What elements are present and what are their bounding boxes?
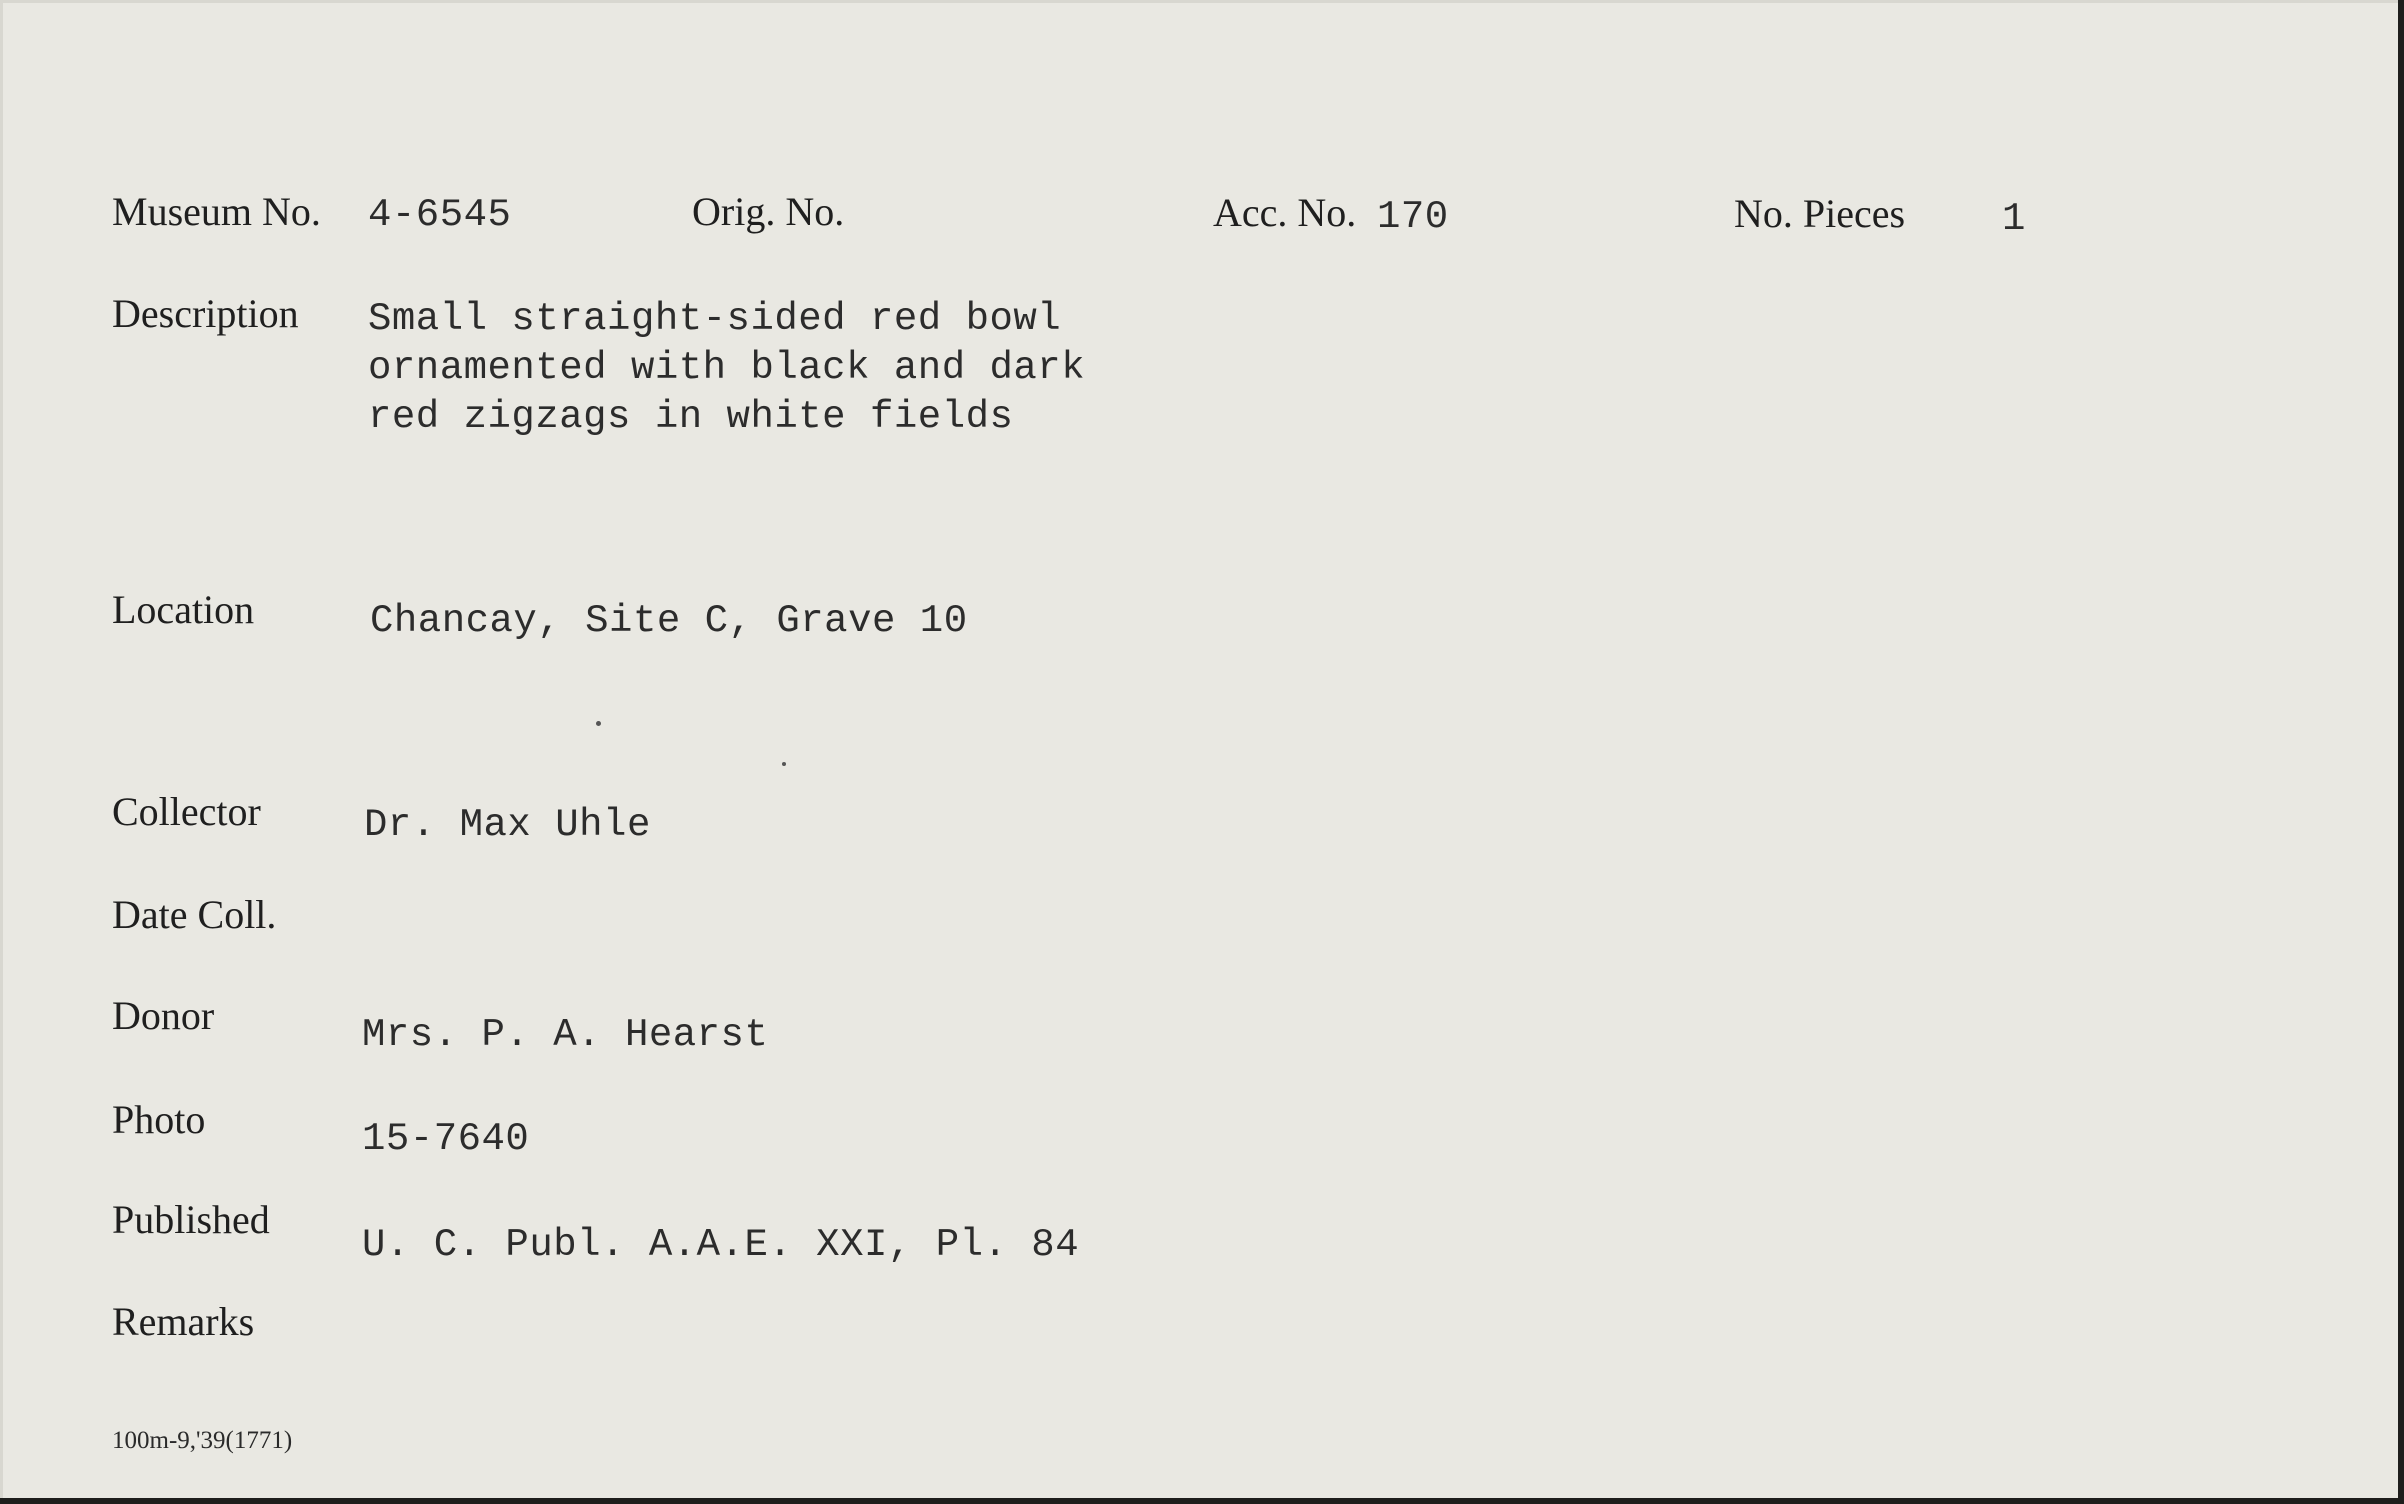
- description-line: red zigzags in white fields: [368, 395, 1014, 439]
- no-pieces-value: 1: [2002, 197, 2026, 241]
- museum-no-label: Museum No.: [112, 189, 321, 234]
- acc-no-label: Acc. No.: [1213, 190, 1357, 235]
- museum-no-value: 4-6545: [368, 193, 512, 237]
- description-line: Small straight-sided red bowl: [368, 297, 1062, 341]
- no-pieces-label: No. Pieces: [1734, 191, 1906, 236]
- date-coll-label: Date Coll.: [112, 892, 277, 937]
- form-code: 100m-9,'39(1771): [112, 1427, 293, 1454]
- photo-value: 15-7640: [362, 1117, 530, 1161]
- collector-value: Dr. Max Uhle: [364, 803, 651, 847]
- published-value: U. C. Publ. A.A.E. XXI, Pl. 84: [362, 1223, 1080, 1267]
- description-line: ornamented with black and dark: [368, 346, 1086, 390]
- published-label: Published: [112, 1197, 270, 1242]
- remarks-label: Remarks: [112, 1299, 255, 1344]
- description-value: [368, 295, 1085, 442]
- photo-label: Photo: [112, 1097, 206, 1142]
- paper-speck: [596, 721, 601, 726]
- scan-edge-right: [2398, 0, 2404, 1504]
- donor-label: Donor: [112, 993, 215, 1038]
- paper-speck: [782, 762, 786, 766]
- scan-edge-bottom: [0, 1498, 2404, 1504]
- location-value: Chancay, Site C, Grave 10: [370, 599, 968, 643]
- donor-value: Mrs. P. A. Hearst: [362, 1013, 769, 1057]
- acc-no-value: 170: [1377, 195, 1449, 239]
- description-label: Description: [112, 291, 299, 336]
- location-label: Location: [112, 587, 255, 632]
- orig-no-label: Orig. No.: [692, 189, 845, 234]
- collector-label: Collector: [112, 789, 261, 834]
